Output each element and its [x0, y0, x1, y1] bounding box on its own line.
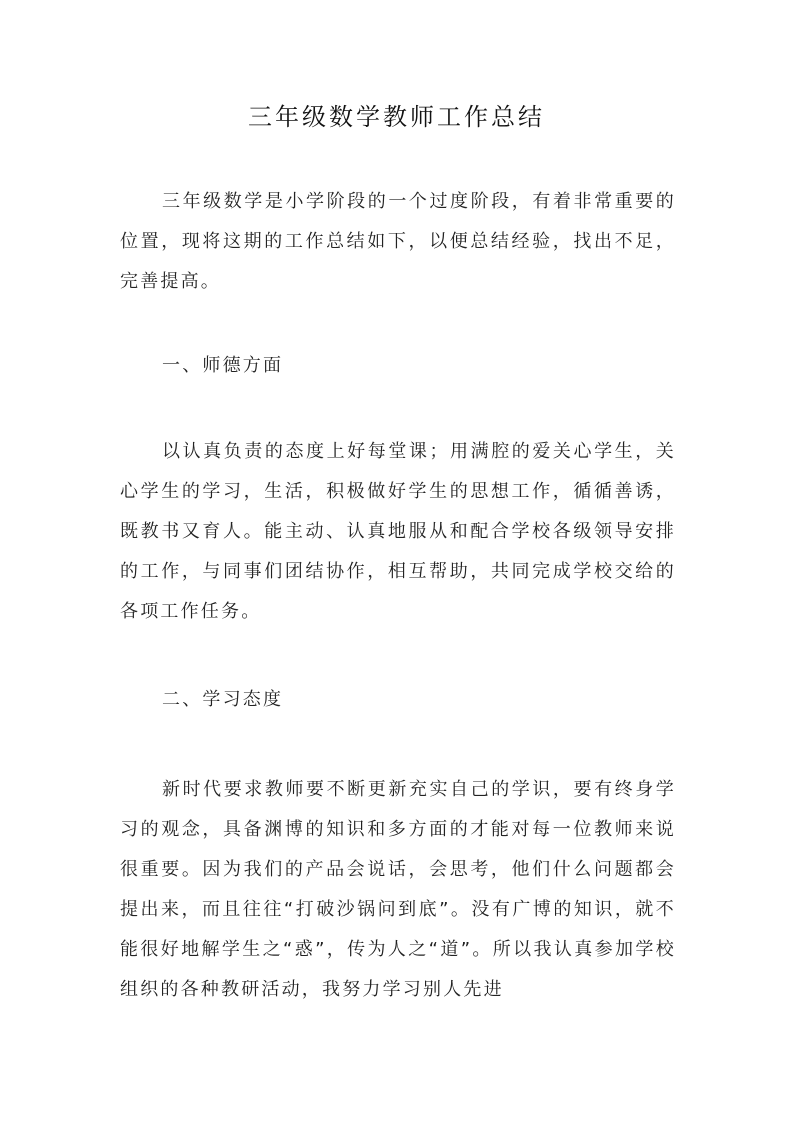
document-title: 三年级数学教师工作总结	[248, 103, 545, 131]
intro-paragraph: 三年级数学是小学阶段的一个过度阶段，有着非常重要的位置，现将这期的工作总结如下，以便总结经验，找出不足，完善提高。	[120, 191, 676, 292]
learning-attitude-paragraph: 新时代要求教师要不断更新充实自己的学识，要有终身学习的观念，具备渊博的知识和多方面的才能对每一位教师来说很重要。因为我们的产品会说话，会思考，他们什么问题都会提出来，而且往往“打破沙锅问到底”。没有广博的知识，就不能很好地解学生之“惑”，传为人之“道”。所以我认真参加学校组织的各种教研活动，我努力学习别人先进	[120, 779, 676, 1000]
section-heading-learning-attitude: 二、学习态度	[162, 689, 284, 710]
section-heading-teacher-ethics: 一、师德方面	[162, 355, 284, 376]
teacher-ethics-paragraph: 以认真负责的态度上好每堂课；用满腔的爱关心学生，关心学生的学习，生活，积极做好学生的思想工作，循循善诱，既教书又育人。能主动、认真地服从和配合学校各级领导安排的工作，与同事们团结协作，相互帮助，共同完成学校交给的各项工作任务。	[120, 441, 676, 622]
